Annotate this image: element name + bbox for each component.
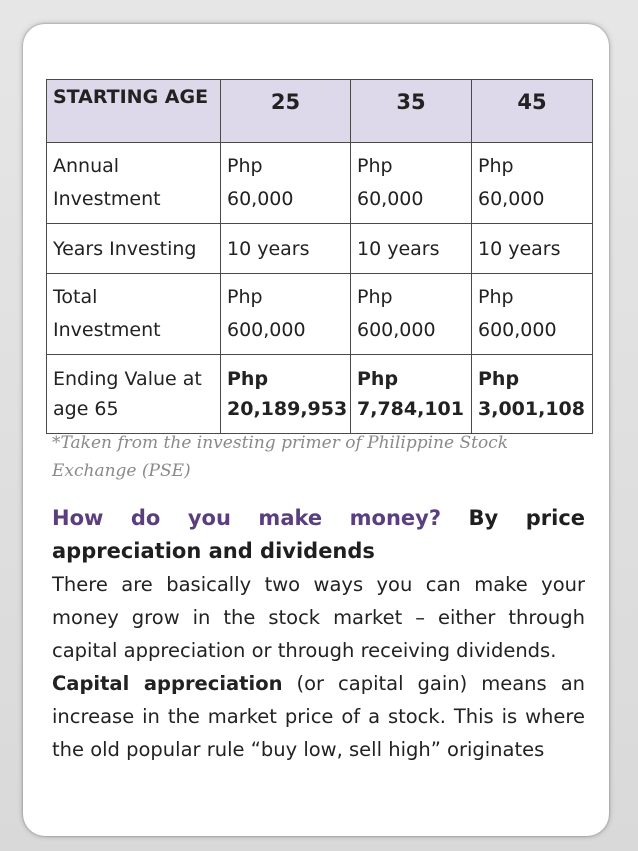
table-cell: Php 60,000 xyxy=(351,143,472,224)
row-label: Ending Value at age 65 xyxy=(47,355,221,434)
row-label: Total Investment xyxy=(47,274,221,355)
table-row-total-investment xyxy=(47,274,593,355)
table-cell: 10 years xyxy=(472,224,593,274)
paragraph-capital-appreciation-text: (or capital gain) means an increase in the market price of a stock. This is where the old popular rule “buy low, sell high” originates xyxy=(52,672,586,761)
header-age-45: 45 xyxy=(472,80,593,143)
term-capital-appreciation: Capital appreciation xyxy=(52,672,283,695)
paragraph-capital-appreciation xyxy=(52,667,585,766)
heading-question: How do you make money? xyxy=(52,506,442,530)
table-header-row xyxy=(47,80,593,143)
table-cell: Php 600,000 xyxy=(221,274,351,355)
table-row-years-investing xyxy=(47,224,593,274)
table-cell: Php 3,001,108 xyxy=(472,355,593,434)
page-card xyxy=(23,24,609,836)
header-age-25: 25 xyxy=(221,80,351,143)
table-cell: Php 600,000 xyxy=(472,274,593,355)
section-heading xyxy=(52,502,585,568)
header-age-35: 35 xyxy=(351,80,472,143)
investment-table xyxy=(46,79,593,434)
table-cell: Php 60,000 xyxy=(221,143,351,224)
header-label: STARTING AGE xyxy=(47,80,221,143)
heading-answer: By price appreciation and dividends xyxy=(52,506,586,563)
row-label: Annual Investment xyxy=(47,143,221,224)
source-note: *Taken from the investing primer of Philippine Stock Exchange (PSE) xyxy=(52,433,509,481)
paragraph-intro: There are basically two ways you can make your money grow in the stock market – either through capital appreciation or through receiving dividends. xyxy=(52,573,585,662)
body-text xyxy=(52,502,585,766)
row-label: Years Investing xyxy=(47,224,221,274)
table-cell: 10 years xyxy=(221,224,351,274)
table-cell: Php 20,189,953 xyxy=(221,355,351,434)
table-row-ending-value xyxy=(47,355,593,434)
table-cell: Php 7,784,101 xyxy=(351,355,472,434)
table-row-annual-investment xyxy=(47,143,593,224)
table-cell: 10 years xyxy=(351,224,472,274)
table-cell: Php 60,000 xyxy=(472,143,593,224)
table-cell: Php 600,000 xyxy=(351,274,472,355)
